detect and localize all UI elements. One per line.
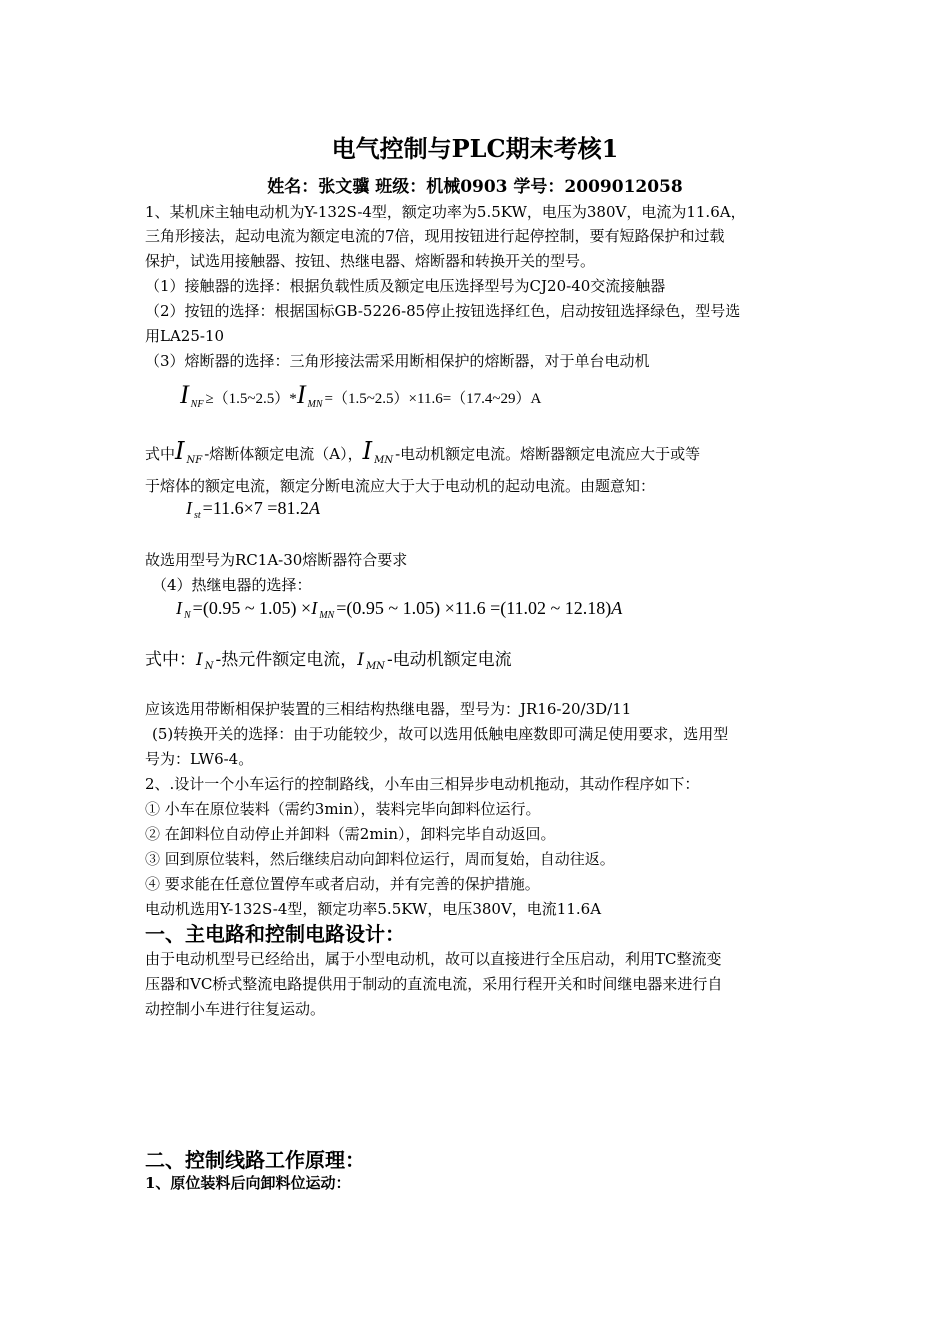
def2-symbol-imn: I — [357, 650, 364, 670]
fuse-definition — [145, 436, 810, 472]
q2-step-2: ② 在卸料位自动停止并卸料（需2min），卸料完毕自动返回。 — [145, 825, 556, 843]
q1-contactor: （1）接触器的选择：根据负载性质及额定电压选择型号为CJ20-40交流接触器 — [145, 277, 666, 295]
def-symbol-i2: I — [362, 437, 373, 465]
q2-step-1: ① 小车在原位装料（需约3min），装料完毕向卸料位运行。 — [145, 800, 541, 818]
q1-button-a: （2）按钮的选择：根据国标GB-5226-85停止按钮选择红色，启动按钮选择绿色，型号选 — [145, 302, 741, 320]
def-sub-mn: MN — [374, 455, 394, 466]
formula-start-current — [186, 498, 320, 519]
formula-relay-mid: =(0.95 ~ 1.05) × — [192, 598, 312, 618]
formula-fuse-current — [180, 380, 541, 410]
def2-post: -电动机额定电流 — [386, 650, 512, 670]
def-post: -电动机额定电流。熔断器额定电流应大于或等 — [395, 445, 701, 463]
formula-sub-mn: MN — [307, 399, 323, 410]
def-sub-nf: NF — [186, 455, 203, 466]
def-mid: -熔断体额定电流（A）， — [204, 445, 363, 463]
formula-sub-n: N — [184, 610, 191, 621]
fuse-definition-line-2: 于熔体的额定电流，额定分断电流应大于大于电动机的起动电流。由题意知： — [145, 477, 656, 495]
section-1-line-3: 动控制小车进行往复运动。 — [145, 1000, 326, 1018]
def-symbol-i: I — [175, 437, 185, 465]
thermal-relay-heading: （4）热继电器的选择： — [152, 576, 312, 594]
relay-definition — [145, 648, 810, 675]
formula-unit-a: A — [308, 498, 320, 518]
switch-line-1: (5)转换开关的选择：由于功能较少，故可以选用低触电座数即可满足使用要求，选用型 — [152, 725, 729, 743]
student-info: 姓名：张文骥 班级：机械0903 学号：2009012058 — [267, 177, 683, 197]
q2-motor: 电动机选用Y-132S-4型，额定功率5.5KW，电压380V，电流11.6A — [145, 900, 602, 918]
formula-rest: =（1.5~2.5）×11.6=（17.4~29）A — [324, 391, 542, 407]
def-pre: 式中 — [145, 445, 176, 463]
formula-symbol-i2: I — [296, 380, 306, 409]
formula-unit-a2: A — [611, 598, 623, 618]
formula-symbol-imn: I — [311, 598, 318, 618]
q2-step-3: ③ 回到原位装料，然后继续启动向卸料位运行，周而复始，自动往返。 — [145, 850, 615, 868]
q1-line-1: 1、某机床主轴电动机为Y-132S-4型，额定功率为5.5KW，电压为380V，电流为11.6A， — [145, 203, 746, 221]
q2-intro: 2、.设计一个小车运行的控制路线，小车由三相异步电动机拖动，其动作程序如下： — [145, 775, 700, 793]
formula-symbol-ist: I — [186, 498, 192, 518]
def2-symbol-in: I — [196, 650, 203, 670]
q1-fuse: （3）熔断器的选择：三角形接法需采用断相保护的熔断器，对于单台电动机 — [145, 352, 650, 370]
page-title: 电气控制与PLC期末考核1 — [331, 134, 619, 163]
formula-ge: ≥（1.5~2.5）* — [205, 391, 297, 407]
def2-sub-n: N — [204, 661, 214, 672]
section-1-line-1: 由于电动机型号已经给出，属于小型电动机，故可以直接进行全压启动，利用TC整流变 — [145, 950, 722, 968]
section-1-heading: 一、主电路和控制电路设计： — [145, 922, 405, 946]
formula-sub-nf: NF — [190, 399, 204, 410]
fuse-conclusion: 故选用型号为RC1A-30熔断器符合要求 — [145, 551, 408, 569]
def2-mid: -热元件额定电流， — [215, 650, 358, 670]
q1-button-b: 用LA25-10 — [145, 327, 225, 345]
formula-sub-mn2: MN — [319, 610, 335, 621]
formula-symbol-in: I — [176, 598, 182, 618]
formula-relay-current — [176, 598, 622, 619]
formula-sub-st: st — [194, 510, 201, 521]
formula-ist-value: =11.6×7 =81.2 — [202, 498, 309, 518]
section-2-subheading: 1、原位装料后向卸料位运动： — [145, 1174, 351, 1192]
relay-conclusion: 应该选用带断相保护装置的三相结构热继电器，型号为：JR16-20/3D/11 — [145, 700, 632, 718]
formula-symbol-i: I — [180, 380, 189, 409]
section-2-heading: 二、控制线路工作原理： — [145, 1148, 365, 1172]
q1-line-3: 保护，试选用接触器、按钮、热继电器、熔断器和转换开关的型号。 — [145, 252, 596, 270]
switch-line-2: 号为：LW6-4。 — [145, 750, 254, 768]
def2-sub-mn: MN — [365, 661, 385, 672]
q2-step-4: ④ 要求能在任意位置停车或者启动，并有完善的保护措施。 — [145, 875, 540, 893]
section-1-line-2: 压器和VC桥式整流电路提供用于制动的直流电流，采用行程开关和时间继电器来进行自 — [145, 975, 723, 993]
q1-line-2: 三角形接法，起动电流为额定电流的7倍，现用按钮进行起停控制，要有短路保护和过载 — [145, 227, 725, 245]
def2-pre: 式中： — [145, 650, 196, 670]
formula-relay-rest: =(0.95 ~ 1.05) ×11.6 =(11.02 ~ 12.18) — [336, 598, 612, 618]
